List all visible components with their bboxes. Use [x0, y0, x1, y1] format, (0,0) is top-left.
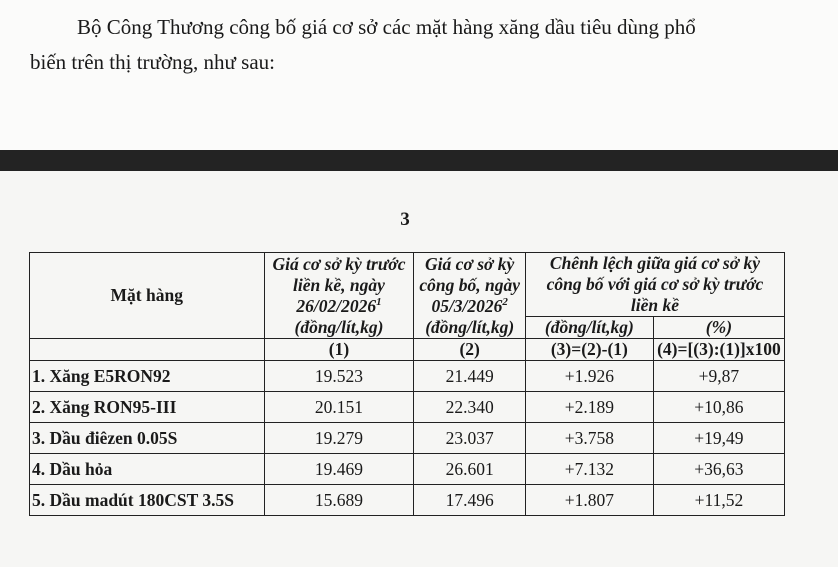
header-prev-date: 26/02/2026: [296, 295, 377, 316]
header-cur-line1: Giá cơ sở kỳ: [425, 253, 515, 274]
footnote-1: 1: [376, 295, 382, 308]
col-index-1: (1): [264, 339, 414, 361]
row-item-name: 5. Dầu madút 180CST 3.5S: [30, 485, 265, 516]
header-prev-line1: Giá cơ sở kỳ trước: [272, 253, 406, 274]
intro-paragraph: [30, 10, 820, 80]
row-prev-price: 20.151: [264, 392, 414, 423]
footnote-2: 2: [502, 295, 508, 308]
table-row: [30, 392, 785, 423]
page-divider: [0, 150, 838, 171]
row-item-name: 4. Dầu hỏa: [30, 454, 265, 485]
row-diff: +2.189: [525, 392, 653, 423]
row-diff: +7.132: [525, 454, 653, 485]
row-cur-price: 22.340: [414, 392, 525, 423]
row-prev-price: 19.279: [264, 423, 414, 454]
row-prev-price: 19.523: [264, 361, 414, 392]
row-cur-price: 17.496: [414, 485, 525, 516]
upper-page: [0, 0, 838, 150]
col-index-3: (3)=(2)-(1): [525, 339, 653, 361]
table-row: [30, 423, 785, 454]
row-item-name: 1. Xăng E5RON92: [30, 361, 265, 392]
row-prev-price: 19.469: [264, 454, 414, 485]
row-pct: +36,63: [653, 454, 784, 485]
header-diff-unit-pct: (%): [653, 317, 784, 339]
row-diff: +1.926: [525, 361, 653, 392]
table-row: [30, 454, 785, 485]
header-cur-line2: công bố, ngày: [419, 274, 520, 295]
col-index-empty: [30, 339, 265, 361]
row-cur-price: 21.449: [414, 361, 525, 392]
fuel-price-table: [29, 252, 785, 516]
row-pct: +10,86: [653, 392, 784, 423]
intro-line-2: biến trên thị trường, như sau:: [30, 50, 275, 74]
col-index-2: (2): [414, 339, 525, 361]
row-pct: +19,49: [653, 423, 784, 454]
header-prev-price: [264, 253, 414, 339]
row-cur-price: 26.601: [414, 454, 525, 485]
intro-line-1: Bộ Công Thương công bố giá cơ sở các mặt hàng xăng dầu tiêu dùng phổ: [77, 15, 696, 39]
table-row: [30, 361, 785, 392]
row-cur-price: 23.037: [414, 423, 525, 454]
header-difference: [525, 253, 784, 317]
page-number: 3: [400, 209, 410, 230]
header-cur-date: 05/3/2026: [431, 295, 503, 316]
row-pct: +9,87: [653, 361, 784, 392]
row-prev-price: 15.689: [264, 485, 414, 516]
header-diff-line1: Chênh lệch giữa giá cơ sở kỳ: [549, 253, 760, 273]
row-diff: +1.807: [525, 485, 653, 516]
table-row: [30, 485, 785, 516]
header-prev-unit: (đồng/lít,kg): [294, 316, 384, 337]
row-pct: +11,52: [653, 485, 784, 516]
row-diff: +3.758: [525, 423, 653, 454]
header-diff-line3: liền kề: [630, 295, 679, 315]
col-index-4: (4)=[(3):(1)]x100: [653, 339, 784, 361]
row-item-name: 2. Xăng RON95-III: [30, 392, 265, 423]
header-item: Mặt hàng: [30, 253, 265, 339]
header-diff-line2: công bố với giá cơ sở kỳ trước: [546, 274, 764, 294]
row-item-name: 3. Dầu điêzen 0.05S: [30, 423, 265, 454]
header-diff-unit-abs: (đồng/lít,kg): [525, 317, 653, 339]
header-prev-line2: liền kề, ngày: [293, 274, 385, 295]
header-cur-price: [414, 253, 525, 339]
header-cur-unit: (đồng/lít,kg): [425, 316, 515, 337]
